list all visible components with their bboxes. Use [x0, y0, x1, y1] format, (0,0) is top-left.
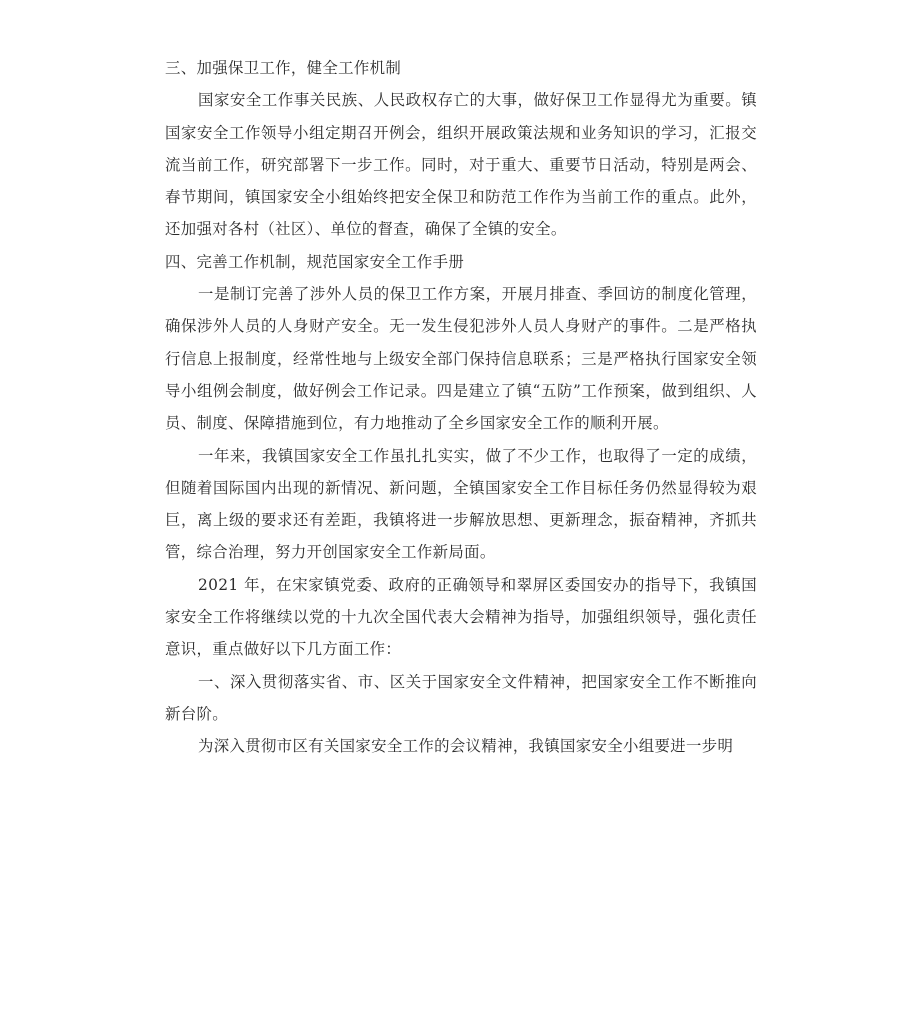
paragraph-security-work: 国家安全工作事关民族、人民政权存亡的大事，做好保卫工作显得尤为重要。镇国家安全工作领导小组定期召开例会，组织开展政策法规和业务知识的学习，汇报交流当前工作，研究部署下一步工作。同时，对于重大、重要节日活动，特别是两会、春节期间，镇国家安全小组始终把安全保卫和防范工作作为当前工作的重点。此外，还加强对各村（社区）、单位的督查，确保了全镇的安全。 — [165, 91, 757, 239]
section-heading-4: 四、完善工作机制，规范国家安全工作手册 — [165, 252, 465, 271]
paragraph-work-mechanism: 一是制订完善了涉外人员的保卫工作方案，开展月排查、季回访的制度化管理，确保涉外人员的人身财产安全。无一发生侵犯涉外人员人身财产的事件。二是严格执行信息上报制度，经常性地与上级安全部门保持信息联系；三是严格执行国家安全领导小组例会制度，做好例会工作记录。四是建立了镇“五防”工作预案，做到组织、人员、制度、保障措施到位，有力地推动了全乡国家安全工作的顺利开展。 — [165, 285, 757, 433]
paragraph-plan-item-1-detail: 为深入贯彻市区有关国家安全工作的会议精神，我镇国家安全小组要进一步明 — [198, 737, 734, 756]
paragraph-plan-item-1: 一、深入贯彻落实省、市、区关于国家安全文件精神，把国家安全工作不断推向新台阶。 — [165, 672, 757, 723]
paragraph-2021-plan: 2021 年，在宋家镇党委、政府的正确领导和翠屏区委国安办的指导下，我镇国家安全工作将继续以党的十九次全国代表大会精神为指导，加强组织领导，强化责任意识，重点做好以下几方面工作： — [165, 575, 757, 659]
paragraph-annual-summary: 一年来，我镇国家安全工作虽扎扎实实，做了不少工作，也取得了一定的成绩，但随着国际国内出现的新情况、新问题，全镇国家安全工作目标任务仍然显得较为艰巨，离上级的要求还有差距，我镇将进一步解放思想、更新理念，振奋精神，齐抓共管，综合治理，努力开创国家安全工作新局面。 — [165, 446, 757, 562]
section-heading-3: 三、加强保卫工作，健全工作机制 — [165, 59, 402, 77]
document-body — [165, 52, 757, 763]
